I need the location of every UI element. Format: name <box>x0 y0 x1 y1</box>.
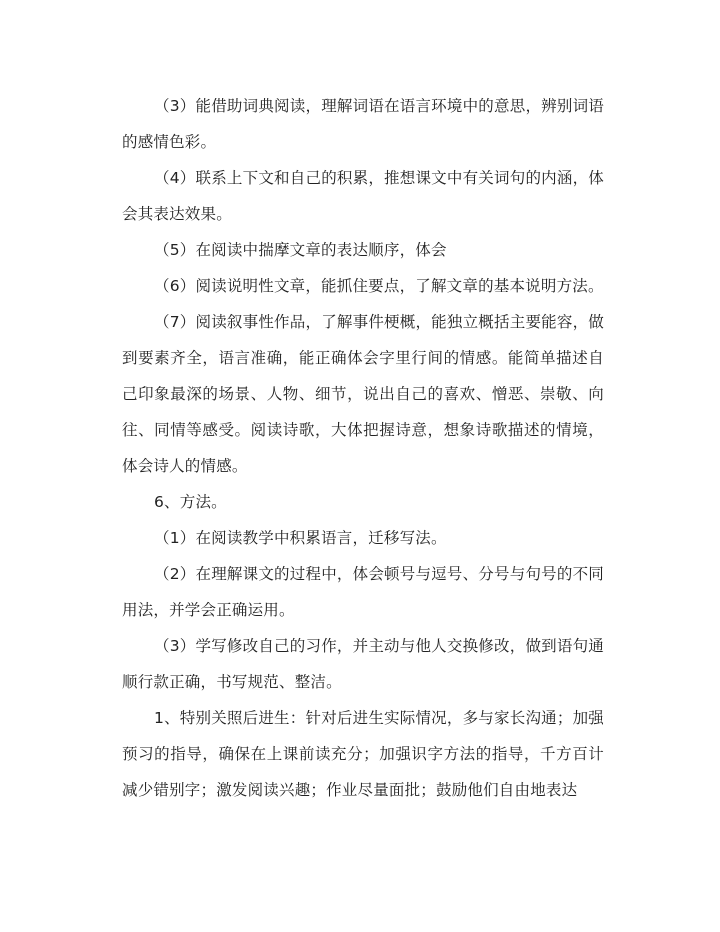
paragraph-1: （3）能借助词典阅读，理解词语在语言环境中的意思，辨别词语的感情色彩。 <box>122 97 604 151</box>
paragraph-2: （4）联系上下文和自己的积累，推想课文中有关词句的内涵，体会其表达效果。 <box>122 169 604 223</box>
document-body <box>122 88 604 808</box>
paragraph-9: （3）学写修改自己的习作，并主动与他人交换修改，做到语句通顺行款正确，书写规范、整洁。 <box>122 637 604 691</box>
paragraph-6: 6、方法。 <box>154 493 227 511</box>
paragraph-10: 1、特别关照后进生：针对后进生实际情况，多与家长沟通；加强预习的指导，确保在上课前读充分；加强识字方法的指导，千方百计减少错别字；激发阅读兴趣；作业尽量面批；鼓励他们自由地表达 <box>122 709 604 799</box>
paragraph-5: （7）阅读叙事性作品，了解事件梗概，能独立概括主要能容，做到要素齐全，语言准确，能正确体会字里行间的情感。能简单描述自己印象最深的场景、人物、细节，说出自己的喜欢、憎恶、崇敬、向往、同情等感受。阅读诗歌，大体把握诗意，想象诗歌描述的情境，体会诗人的情感。 <box>122 313 604 475</box>
paragraph-7: （1）在阅读教学中积累语言，迁移写法。 <box>154 529 447 547</box>
paragraph-3: （5）在阅读中揣摩文章的表达顺序，体会 <box>154 241 447 259</box>
paragraph-4: （6）阅读说明性文章，能抓住要点，了解文章的基本说明方法。 <box>154 277 604 295</box>
paragraph-8: （2）在理解课文的过程中，体会顿号与逗号、分号与句号的不同用法，并学会正确运用。 <box>122 565 604 619</box>
